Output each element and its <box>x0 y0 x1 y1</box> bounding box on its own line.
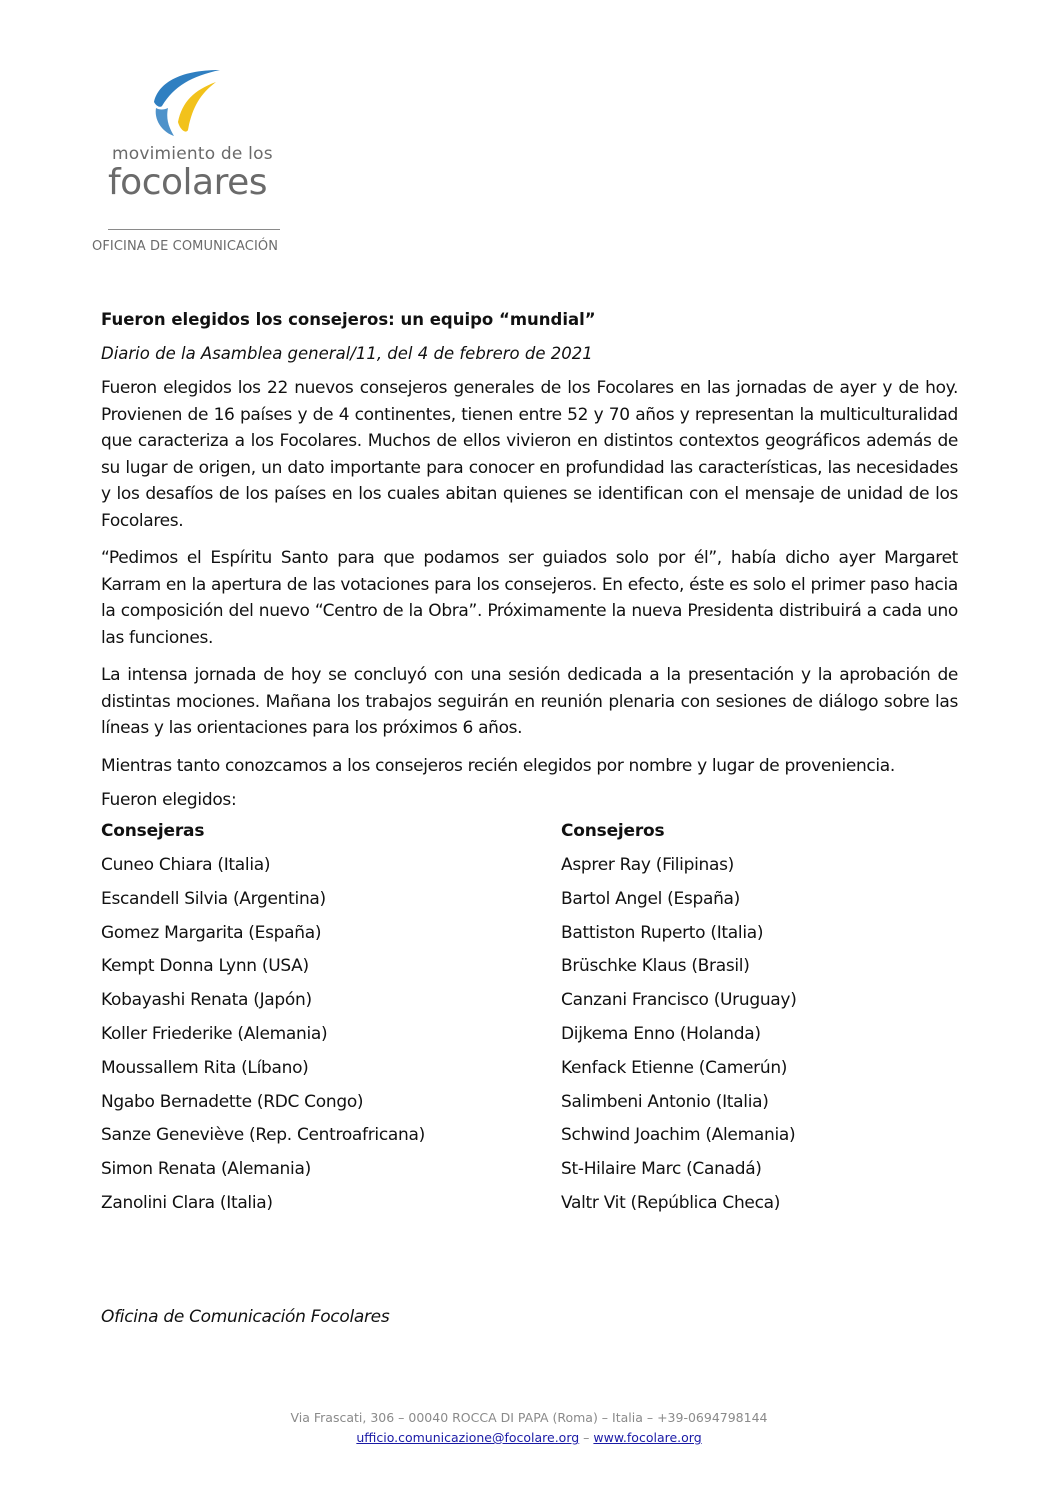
list-item: Zanolini Clara (Italia) <box>101 1192 273 1213</box>
office-label: OFICINA DE COMUNICACIÓN <box>92 239 279 254</box>
list-item: Canzani Francisco (Uruguay) <box>561 990 797 1011</box>
consejeras-column <box>101 818 425 1224</box>
elected-lists <box>101 818 958 1218</box>
list-item: Valtr Vit (República Checa) <box>561 1192 781 1213</box>
consejeras-heading: Consejeras <box>101 821 205 841</box>
list-item: Schwind Joachim (Alemania) <box>561 1125 796 1146</box>
footer-links <box>0 1428 1058 1448</box>
article-subtitle: Diario de la Asamblea general/11, del 4 de febrero de 2021 <box>101 344 593 363</box>
list-item: Simon Renata (Alemania) <box>101 1159 311 1180</box>
list-item: Escandell Silvia (Argentina) <box>101 888 326 909</box>
article-title: Fueron elegidos los consejeros: un equipo “mundial” <box>101 310 596 329</box>
list-item: Ngabo Bernadette (RDC Congo) <box>101 1091 364 1112</box>
list-item: Koller Friederike (Alemania) <box>101 1023 328 1044</box>
footer-separator: – <box>583 1430 590 1445</box>
list-item: Kempt Donna Lynn (USA) <box>101 956 309 977</box>
list-item: Cuneo Chiara (Italia) <box>101 855 271 875</box>
list-item: St-Hilaire Marc (Canadá) <box>561 1159 762 1180</box>
list-item: Sanze Geneviève (Rep. Centroafricana) <box>101 1125 425 1146</box>
article-paragraph: Fueron elegidos los 22 nuevos consejeros generales de los Focolares en las jornadas de ayer y de hoy. Provienen de 16 países y de 4 continentes, tienen entre 52 y 70 años y representan la multiculturalidad que caracteriza a los Focolares. Muchos de ellos vivieron en distintos contextos geográficos además de su lugar de origen, un dato importante para conocer en profundidad las características, las necesidades y los desafíos de los países en los cuales abitan quienes se identifican con el mensaje de unidad de los Focolares. <box>101 378 958 531</box>
list-item: Kenfack Etienne (Camerún) <box>561 1057 788 1078</box>
list-item: Brüschke Klaus (Brasil) <box>561 956 750 977</box>
article-paragraph: Mientras tanto conozcamos a los consejeros recién elegidos por nombre y lugar de proveniencia. <box>101 755 895 776</box>
list-item: Asprer Ray (Filipinas) <box>561 855 735 875</box>
consejeros-column <box>561 818 797 1224</box>
list-item: Bartol Angel (España) <box>561 888 741 909</box>
list-item: Moussallem Rita (Líbano) <box>101 1057 309 1078</box>
list-item: Salimbeni Antonio (Italia) <box>561 1091 769 1112</box>
list-item: Gomez Margarita (España) <box>101 922 322 943</box>
focolares-logo-mark-icon <box>148 64 228 140</box>
list-intro: Fueron elegidos: <box>101 790 237 810</box>
email-link[interactable]: ufficio.comunicazione@focolare.org <box>356 1430 580 1445</box>
website-link[interactable]: www.focolare.org <box>593 1430 702 1445</box>
header-divider <box>108 229 280 230</box>
footer-address: Via Frascati, 306 – 00040 ROCCA DI PAPA (Roma) – Italia – +39-0694798144 <box>290 1410 768 1425</box>
consejeros-heading: Consejeros <box>561 821 665 841</box>
footer <box>0 1408 1058 1448</box>
article <box>101 310 958 1218</box>
logo-wordmark: focolares <box>108 162 267 203</box>
signature: Oficina de Comunicación Focolares <box>101 1307 390 1327</box>
list-item: Dijkema Enno (Holanda) <box>561 1023 761 1044</box>
logo-tagline: movimiento de los <box>112 144 273 164</box>
article-paragraph: La intensa jornada de hoy se concluyó con una sesión dedicada a la presentación y la aprobación de distintas mociones. Mañana los trabajos seguirán en reunión plenaria con sesiones de diálogo sobre las líneas y las orientaciones para los próximos 6 años. <box>101 665 958 738</box>
list-item: Battiston Ruperto (Italia) <box>561 922 764 943</box>
article-paragraph: “Pedimos el Espíritu Santo para que podamos ser guiados solo por él”, había dicho ayer Margaret Karram en la apertura de las votaciones para los consejeros. En efecto, éste es solo el primer paso hacia la composición del nuevo “Centro de la Obra”. Próximamente la nueva Presidenta distribuirá a cada uno las funciones. <box>101 548 958 648</box>
list-item: Kobayashi Renata (Japón) <box>101 990 312 1011</box>
